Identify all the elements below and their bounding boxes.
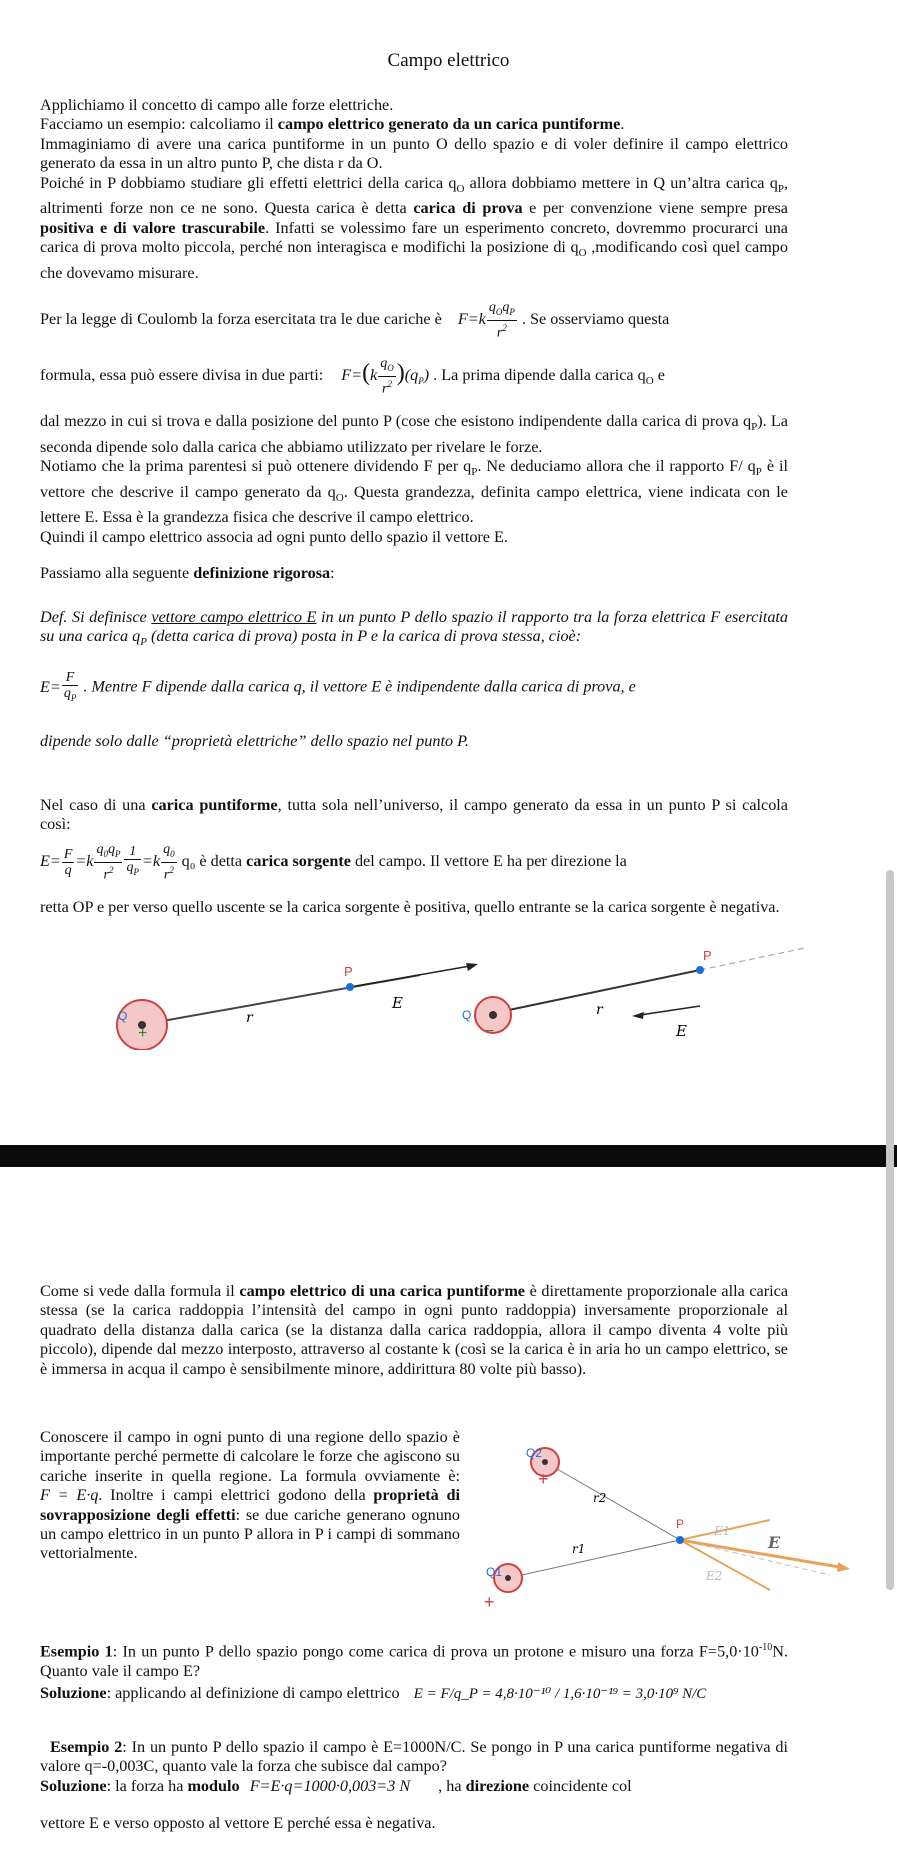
line-r2: [545, 1462, 680, 1540]
right-e-vector: [640, 1006, 700, 1015]
coulomb-text-j: è il vettore che descrive il campo generato da q: [40, 457, 788, 501]
coulomb-paragraph: [40, 412, 788, 547]
definition-text-a: Def. Si definisce: [40, 608, 152, 626]
example-2-formula: F=E·q=1000·0,003=3 N: [249, 1777, 411, 1795]
label-q2: Q2: [526, 1446, 543, 1460]
coulomb-text-h: Notiamo che la prima parentesi si può ottenere dividendo F per q: [40, 457, 472, 476]
point-charge-text-b: carica puntiforme: [151, 796, 278, 814]
coulomb-text-b: . Se osserviamo questa: [521, 309, 670, 328]
coulomb-split-formula: F=(k $\frac{q_O}{r^2}$ )$(q_P)$: [341, 356, 430, 397]
intro-line-4d: carica di prova: [413, 199, 523, 218]
example-2-solution-label: Soluzione: [40, 1777, 107, 1795]
example-2-text: : In un punto P dello spazio il campo è E=1000N/C. Se pongo in P una carica puntiforme negativa di valore q=-0,003C, quanto vale la forza che subisce dal campo?: [40, 1738, 788, 1776]
left-label-q: Q: [118, 1009, 128, 1023]
superposition-text-b: . Inoltre i campi elettrici godono della: [98, 1486, 374, 1505]
coulomb-line-1: [40, 300, 788, 340]
coulomb-text-l: Quindi il campo elettrico associa ad ogni punto dello spazio il vettore E.: [40, 527, 508, 546]
example-2-solution-e: coincidente col: [529, 1777, 632, 1795]
superposition-formula: F = E·q: [40, 1486, 99, 1505]
example-2-solution-a: : la forza ha: [106, 1777, 188, 1795]
label-r1: r1: [572, 1542, 586, 1556]
example-2: [40, 1738, 788, 1777]
analysis-text-a: Come si vede dalla formula il: [40, 1282, 240, 1300]
vector-e-arrowhead: [837, 1562, 850, 1572]
definition-sub-p: P: [140, 636, 147, 649]
intro-paragraph: [40, 96, 788, 283]
coulomb-sub-p2: P: [471, 466, 478, 479]
example-1-text-2: N. Quanto vale il campo E?: [40, 1642, 788, 1680]
point-charge-text-g: retta OP e per verso quello uscente se la carica sorgente è positiva, quello entrante se la carica sorgente è negativa.: [40, 898, 780, 916]
intro-line-3: Immaginiamo di avere una carica puntiforme in un punto O dello spazio e di voler definire il campo elettrico generato da essa in un altro punto P, che dista r da O.: [40, 134, 788, 173]
superposition-paragraph: [40, 1428, 460, 1564]
coulomb-sub-p3: P: [755, 466, 762, 479]
point-charge-text-a: Nel caso di una: [40, 796, 152, 814]
left-sign: +: [138, 1025, 148, 1042]
intro-line-4f: positiva e di valore trascurabile: [40, 218, 266, 237]
coulomb-sub-o: O: [645, 375, 654, 388]
definition-text-c: (detta carica di prova) posta in P e la carica di prova stessa, cioè:: [147, 627, 582, 646]
example-1-text: : In un punto P dello spazio pongo come carica di prova un protone e misuro una forza F=5,0·10: [112, 1642, 759, 1661]
example-1-solution-label: Soluzione: [40, 1684, 107, 1702]
sign-q1: +: [484, 1592, 495, 1612]
example-2-label: Esempio 2: [50, 1738, 123, 1756]
page-title: Campo elettrico: [387, 50, 510, 71]
example-1: [40, 1638, 788, 1681]
page-separator: [0, 1145, 897, 1167]
definition-after: . Mentre F dipende dalla carica q, il vettore E è indipendente dalla carica di prova, e: [83, 677, 636, 696]
intro-line-4c: , altrimenti forze non ce ne sono. Questa carica è detta: [40, 173, 788, 218]
point-charge-text-f: del campo. Il vettore E ha per direzione la: [350, 851, 627, 870]
coulomb-text-f: dal mezzo in cui si trova e dalla posizione del punto P (cose che esistono indipendente dalla carica di prova q: [40, 412, 752, 430]
example-2-solution: [40, 1777, 788, 1796]
coulomb-text-g: ). La seconda dipende solo dalla carica che abbiamo utilizzato per rivelare le forze.: [40, 412, 788, 456]
example-1-solution: [40, 1684, 788, 1704]
coulomb-formula: F=k $\frac{q_Oq_P}{r^2}$: [457, 300, 515, 341]
example-2-solution-d: direzione: [465, 1777, 530, 1795]
definition-lead-a: Passiamo alla seguente: [40, 564, 194, 582]
left-e-vector: [350, 966, 470, 987]
right-charge-dot: [489, 1011, 497, 1019]
point-p: [676, 1536, 684, 1544]
label-p: P: [676, 1517, 685, 1531]
analysis-text-c: è direttamente proporzionale alla carica stessa (se la carica raddoppia l’intensità del campo in ogni punto raddoppia) inversamente proporzionale al quadrato della distanza dalla carica (se la distanza dalla carica raddoppia, allora il campo diventa 4 volte più piccolo), dipende dal mezzo interposto, attraverso al costante k (così se la carica è in aria ho un campo elettrico, se è immersa in acqua il campo è sensibilmente minore, addirittura 80 volte più basso).: [40, 1282, 789, 1378]
example-2-last: vettore E e verso opposto al vettore E perché essa è negativa.: [40, 1814, 436, 1832]
coulomb-line-2: [40, 356, 788, 396]
right-point-p: [696, 966, 704, 974]
right-dashed: [700, 948, 805, 970]
intro-line-4g: . Infatti se volessimo fare un esperimento concreto, dovremmo procurarci una carica di prova molto piccola, perché non interagisca e modifichi la posizione di q: [40, 218, 788, 257]
superposition-text-c: proprietà di sovrapposizione degli effetti: [40, 1486, 461, 1524]
right-e-arrowhead: [632, 1012, 644, 1019]
intro-line-2b: campo elettrico generato da un carica puntiforme: [277, 115, 621, 134]
right-label-q: Q: [462, 1008, 472, 1022]
field-diagram-single: [0, 940, 897, 1050]
example-2-solution-c: , ha: [438, 1777, 466, 1795]
intro-sub-o2: O: [578, 247, 587, 260]
point-charge-formula: E= $\frac{F}{q}$ =k $\frac{q_0q_P}{r^2}$ $\frac{1}{q_P}$ =k $\frac{q_0}{r^2}$: [40, 842, 175, 883]
sign-q2: +: [538, 1469, 549, 1489]
line-r1: [508, 1540, 680, 1578]
left-label-e: E: [392, 994, 403, 1012]
coulomb-sub-o3: O: [335, 491, 344, 504]
superposition-diagram: [470, 1440, 870, 1620]
analysis-paragraph: [40, 1282, 788, 1379]
intro-sub-o: O: [456, 182, 465, 195]
label-r2: r2: [593, 1491, 607, 1505]
definition-text-b: in un punto P dello spazio il rapporto tra la forza elettrica F esercitata su una carica q: [40, 608, 789, 646]
coulomb-text-k: . Questa grandezza, definita campo elettrica, viene indicata con le lettere E. Essa è la grandezza fisica che descrive il campo elettrico.: [40, 482, 788, 527]
point-charge-text-d: q₀ è detta: [181, 851, 247, 870]
left-label-r: r: [246, 1010, 253, 1026]
point-charge-formula-line: [40, 842, 788, 882]
intro-line-4i: ,modificando così quel campo che dovevamo misurare.: [40, 238, 788, 282]
intro-line-2a: Facciamo un esempio: calcoliamo il: [40, 115, 278, 134]
intro-line-2c: .: [620, 115, 625, 134]
left-point-p: [346, 983, 354, 991]
intro-line-4e: e per convenzione viene sempre presa: [522, 199, 788, 218]
example-1-label: Esempio 1: [40, 1642, 113, 1661]
point-charge-text-e: carica sorgente: [246, 851, 351, 870]
definition-underlined: vettore campo elettrico E: [151, 608, 317, 626]
right-label-p: P: [703, 948, 712, 963]
superposition-text-a: Conoscere il campo in ogni punto di una regione dello spazio è importante perché permette di calcolare le forze che agiscono su cariche inserite in quella regione. La formula ovviamente è:: [40, 1428, 460, 1485]
intro-sub-p: P: [777, 182, 784, 195]
coulomb-text-d: . La prima dipende dalla carica q: [433, 365, 646, 384]
charge-q2-dot: [542, 1459, 548, 1465]
analysis-text-b: campo elettrico di una carica puntiforme: [239, 1282, 525, 1300]
scrollbar[interactable]: [886, 870, 894, 1590]
label-e1: E1: [714, 1524, 731, 1538]
definition-after-2: dipende solo dalle “proprietà elettriche” dello spazio nel punto P.: [40, 732, 469, 750]
coulomb-text-e: e: [653, 365, 665, 384]
left-label-p: P: [344, 964, 353, 979]
coulomb-text-c: formula, essa può essere divisa in due parti:: [40, 365, 324, 384]
label-e2: E2: [706, 1569, 723, 1583]
example-2-solution-b: modulo: [187, 1777, 240, 1795]
right-label-r: r: [596, 1002, 603, 1018]
left-e-arrowhead: [466, 963, 478, 971]
intro-line-4a: Poiché in P dobbiamo studiare gli effetti elettrici della carica q: [40, 173, 457, 192]
intro-line-4b: allora dobbiamo mettere in Q un’altra carica q: [464, 173, 778, 192]
definition-lead-b: definizione rigorosa: [193, 564, 331, 582]
coulomb-sub-p: P: [751, 421, 758, 434]
charge-q1-dot: [505, 1575, 511, 1581]
intro-line-1: Applichiamo il concetto di campo alle forze elettriche.: [40, 96, 394, 114]
coulomb-text-i: . Ne deduciamo allora che il rapporto F/ q: [477, 457, 756, 476]
right-line-r: [485, 970, 700, 1015]
point-charge-paragraph: [40, 796, 788, 835]
right-sign: −: [485, 1023, 495, 1040]
coulomb-text-a: Per la legge di Coulomb la forza esercitata tra le due cariche è: [40, 309, 442, 328]
example-1-solution-text: : applicando al definizione di campo elettrico: [106, 1684, 400, 1702]
label-e: E: [768, 1533, 781, 1552]
definition-formula-line: [40, 670, 788, 706]
example-1-solution-formula: E = F/q_P = 4,8·10⁻¹⁰ / 1,6·10⁻¹⁹ = 3,0·10⁹ N/C: [413, 1686, 707, 1702]
definition-paragraph: [40, 608, 788, 653]
superposition-text-d: : se due cariche generano ognuno un campo elettrico in un punto P allora in P i campi di sommano vettorialmente.: [40, 1505, 460, 1563]
point-charge-text-c: , tutta sola nell’universo, il campo generato da essa in un punto P si calcola così:: [40, 796, 788, 834]
definition-lead: [40, 564, 788, 583]
right-label-e: E: [676, 1022, 687, 1040]
label-q1: Q1: [486, 1565, 503, 1579]
definition-lead-c: :: [330, 564, 335, 582]
example-1-exp: -10: [758, 1642, 773, 1653]
definition-formula: E= $\frac{F}{q_P}$: [40, 670, 77, 703]
